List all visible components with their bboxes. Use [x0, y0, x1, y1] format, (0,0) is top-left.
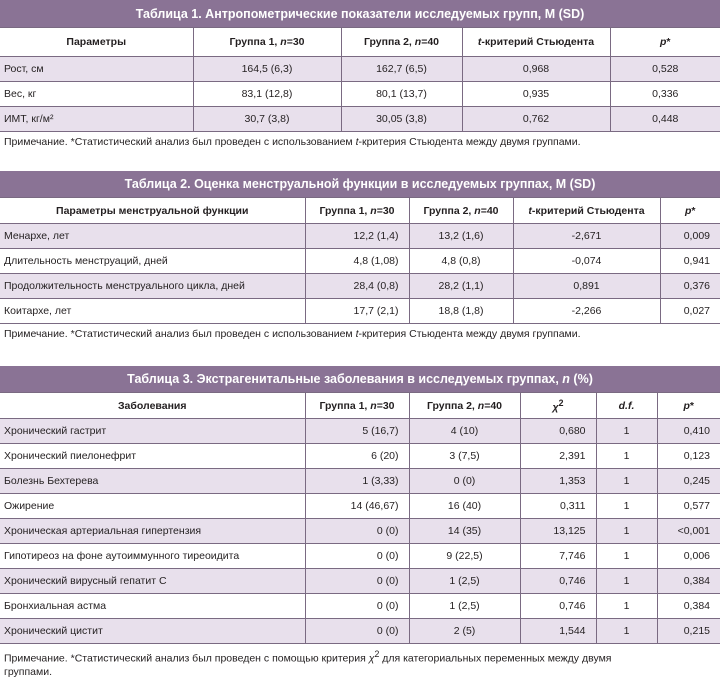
- table-cell: 0,762: [462, 107, 610, 132]
- table-2: [0, 171, 720, 341]
- table-row: [0, 107, 720, 132]
- table-cell: Бронхиальная астма: [0, 594, 305, 619]
- table-cell: 1: [596, 569, 657, 594]
- table-cell: Ожирение: [0, 494, 305, 519]
- table-cell: 0,968: [462, 57, 610, 82]
- table-cell: 0,336: [610, 82, 720, 107]
- table-cell: 30,05 (3,8): [341, 107, 462, 132]
- column-header: Группа 1, n=30: [305, 393, 409, 419]
- table-cell: 0 (0): [409, 469, 520, 494]
- table-cell: 0 (0): [305, 569, 409, 594]
- table-cell: <0,001: [657, 519, 720, 544]
- table-cell: 0,528: [610, 57, 720, 82]
- column-header: p*: [660, 198, 720, 224]
- table-cell: 4 (10): [409, 419, 520, 444]
- column-header: t-критерий Стьюдента: [462, 28, 610, 57]
- table-1-grid: [0, 27, 720, 132]
- table-cell: Хронический пиелонефрит: [0, 444, 305, 469]
- table-cell: 1: [596, 494, 657, 519]
- table-cell: ИМТ, кг/м²: [0, 107, 193, 132]
- table-cell: 28,2 (1,1): [409, 274, 513, 299]
- table-cell: Хроническая артериальная гипертензия: [0, 519, 305, 544]
- table-cell: Коитархе, лет: [0, 299, 305, 324]
- table-cell: 14 (46,67): [305, 494, 409, 519]
- table-cell: 3 (7,5): [409, 444, 520, 469]
- table-cell: 0 (0): [305, 594, 409, 619]
- table-cell: 9 (22,5): [409, 544, 520, 569]
- table-cell: 0,680: [520, 419, 596, 444]
- table-row: [0, 82, 720, 107]
- column-header: Группа 2, n=40: [409, 393, 520, 419]
- table-cell: 0,746: [520, 569, 596, 594]
- table-cell: 1: [596, 444, 657, 469]
- table-row: [0, 444, 720, 469]
- table-cell: 0,245: [657, 469, 720, 494]
- table-1-note: Примечание. *Статистический анализ был проведен с использованием t-критерия Стьюдента между двумя группами.: [4, 136, 581, 148]
- column-header: t-критерий Стьюдента: [513, 198, 660, 224]
- table-1: [0, 0, 720, 149]
- table-2-grid: [0, 197, 720, 324]
- table-cell: 0 (0): [305, 619, 409, 644]
- table-cell: 2,391: [520, 444, 596, 469]
- table-row: [0, 419, 720, 444]
- table-3-note: Примечание. *Статистический анализ был проведен с помощью критерия $\chi^2$ для категориальных переменных между двумя группами.: [4, 649, 612, 678]
- table-cell: 12,2 (1,4): [305, 224, 409, 249]
- table-2-title: Таблица 2. Оценка менструальной функции в исследуемых группах, M (SD): [0, 171, 720, 197]
- table-row: [0, 619, 720, 644]
- column-header: Группа 1, n=30: [193, 28, 341, 57]
- table-row: [0, 249, 720, 274]
- column-header: $\chi^2$: [520, 393, 596, 419]
- table-cell: 13,2 (1,6): [409, 224, 513, 249]
- table-cell: Хронический гастрит: [0, 419, 305, 444]
- table-cell: 1: [596, 469, 657, 494]
- table-cell: 1: [596, 544, 657, 569]
- table-row: [0, 494, 720, 519]
- table-cell: 0,376: [660, 274, 720, 299]
- table-cell: 1,353: [520, 469, 596, 494]
- table-cell: 1: [596, 419, 657, 444]
- table-cell: 18,8 (1,8): [409, 299, 513, 324]
- table-cell: 80,1 (13,7): [341, 82, 462, 107]
- table-cell: 0,027: [660, 299, 720, 324]
- table-cell: Менархе, лет: [0, 224, 305, 249]
- table-cell: 4,8 (0,8): [409, 249, 513, 274]
- table-cell: 1 (2,5): [409, 594, 520, 619]
- table-3-grid: [0, 392, 720, 644]
- table-cell: 2 (5): [409, 619, 520, 644]
- table-cell: 162,7 (6,5): [341, 57, 462, 82]
- table-cell: 7,746: [520, 544, 596, 569]
- table-cell: 0,006: [657, 544, 720, 569]
- table-cell: 13,125: [520, 519, 596, 544]
- table-cell: Вес, кг: [0, 82, 193, 107]
- table-cell: -0,074: [513, 249, 660, 274]
- table-cell: 1 (2,5): [409, 569, 520, 594]
- table-cell: 0,009: [660, 224, 720, 249]
- table-cell: Болезнь Бехтерева: [0, 469, 305, 494]
- table-cell: 0,448: [610, 107, 720, 132]
- table-cell: 1: [596, 519, 657, 544]
- table-cell: 17,7 (2,1): [305, 299, 409, 324]
- table-cell: -2,266: [513, 299, 660, 324]
- table-cell: 4,8 (1,08): [305, 249, 409, 274]
- table-cell: 0,123: [657, 444, 720, 469]
- table-row: [0, 544, 720, 569]
- table-cell: 1: [596, 619, 657, 644]
- table-cell: 0,215: [657, 619, 720, 644]
- table-cell: 0,746: [520, 594, 596, 619]
- table-row: [0, 594, 720, 619]
- table-cell: Хронический вирусный гепатит С: [0, 569, 305, 594]
- table-cell: 6 (20): [305, 444, 409, 469]
- table-cell: 5 (16,7): [305, 419, 409, 444]
- table-row: [0, 224, 720, 249]
- table-row: [0, 274, 720, 299]
- column-header: Группа 2, n=40: [341, 28, 462, 57]
- table-row: [0, 519, 720, 544]
- table-cell: 1: [596, 594, 657, 619]
- table-cell: 0,384: [657, 569, 720, 594]
- table-cell: 30,7 (3,8): [193, 107, 341, 132]
- column-header: Группа 2, n=40: [409, 198, 513, 224]
- table-row: [0, 569, 720, 594]
- table-2-note: Примечание. *Статистический анализ был проведен с использованием t-критерия Стьюдента между двумя группами.: [4, 328, 581, 340]
- table-cell: 14 (35): [409, 519, 520, 544]
- table-cell: 83,1 (12,8): [193, 82, 341, 107]
- table-cell: 0,891: [513, 274, 660, 299]
- table-cell: 0 (0): [305, 519, 409, 544]
- table-1-title: Таблица 1. Антропометрические показатели исследуемых групп, M (SD): [0, 0, 720, 27]
- column-header: p*: [657, 393, 720, 419]
- table-cell: Гипотиреоз на фоне аутоиммунного тиреоидита: [0, 544, 305, 569]
- table-cell: 0,384: [657, 594, 720, 619]
- column-header: Параметры: [0, 28, 193, 57]
- table-cell: -2,671: [513, 224, 660, 249]
- column-header: p*: [610, 28, 720, 57]
- table-3-title: Таблица 3. Экстрагенитальные заболевания в исследуемых группах, n (%): [0, 366, 720, 392]
- table-row: [0, 57, 720, 82]
- column-header: Группа 1, n=30: [305, 198, 409, 224]
- table-cell: 1 (3,33): [305, 469, 409, 494]
- table-cell: 16 (40): [409, 494, 520, 519]
- table-cell: 0,410: [657, 419, 720, 444]
- table-cell: 1,544: [520, 619, 596, 644]
- table-cell: Хронический цистит: [0, 619, 305, 644]
- column-header: d.f.: [596, 393, 657, 419]
- table-cell: 164,5 (6,3): [193, 57, 341, 82]
- table-cell: 0,935: [462, 82, 610, 107]
- table-cell: 0,941: [660, 249, 720, 274]
- table-cell: Длительность менструаций, дней: [0, 249, 305, 274]
- table-row: [0, 469, 720, 494]
- column-header: Параметры менструальной функции: [0, 198, 305, 224]
- table-cell: 0,577: [657, 494, 720, 519]
- table-cell: Продолжительность менструального цикла, дней: [0, 274, 305, 299]
- table-3: [0, 366, 720, 679]
- table-row: [0, 299, 720, 324]
- column-header: Заболевания: [0, 393, 305, 419]
- table-cell: 28,4 (0,8): [305, 274, 409, 299]
- table-cell: 0,311: [520, 494, 596, 519]
- table-cell: Рост, см: [0, 57, 193, 82]
- table-cell: 0 (0): [305, 544, 409, 569]
